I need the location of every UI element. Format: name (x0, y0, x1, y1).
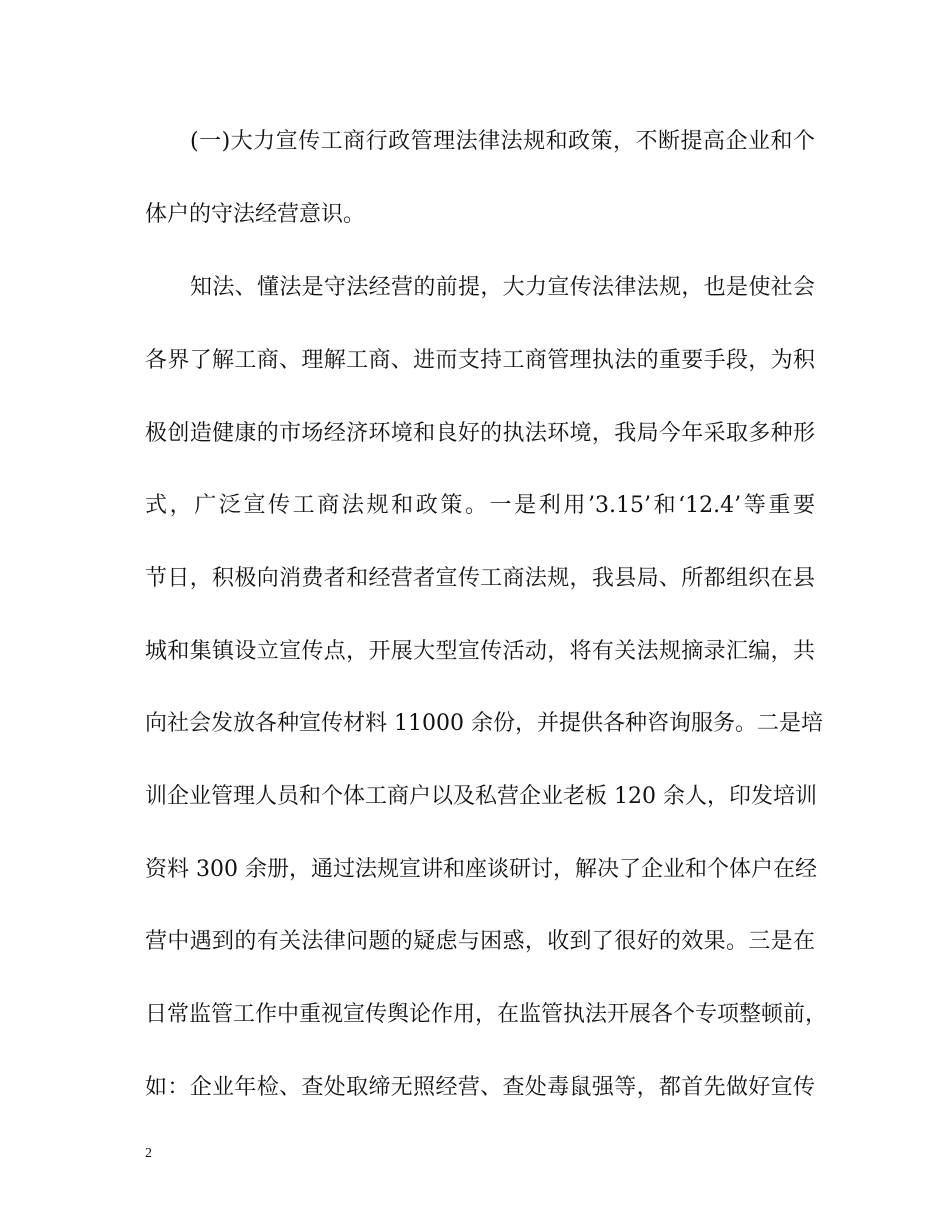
paragraph-line-7: 向社会发放各种宣传材料 11000 余份，并提供各种咨询服务。二是培 (145, 711, 823, 736)
paragraph-line-9: 资料 300 余册，通过法规宣讲和座谈研讨，解决了企业和个体户在经 (145, 857, 817, 882)
paragraph-line-8: 训企业管理人员和个体工商户以及私营企业老板 120 余人，印发培训 (145, 784, 817, 809)
paragraph-line-1: 知法、懂法是守法经营的前提，大力宣传法律法规，也是使社会 (190, 275, 815, 300)
heading-line-1: (一)大力宣传工商行政管理法律法规和政策，不断提高企业和个 (190, 129, 815, 154)
paragraph-line-12: 如：企业年检、查处取缔无照经营、查处毒鼠强等，都首先做好宣传 (145, 1075, 815, 1100)
paragraph-line-11: 日常监管工作中重视宣传舆论作用，在监管执法开展各个专项整顿前， (145, 1002, 828, 1027)
paragraph-line-3: 极创造健康的市场经济环境和良好的执法环境，我局今年采取多种形 (145, 421, 815, 446)
page-number: 2 (145, 1146, 152, 1161)
paragraph-line-10: 营中遇到的有关法律问题的疑虑与困惑，收到了很好的效果。三是在 (145, 929, 815, 954)
paragraph-line-5: 节日，积极向消费者和经营者宣传工商法规，我县局、所都组织在县 (145, 566, 815, 591)
heading-line-2: 体户的守法经营意识。 (145, 202, 366, 227)
paragraph-line-4: 式，广泛宣传工商法规和政策。一是利用’3.15’和‘12.4’等重要 (145, 493, 815, 518)
paragraph-line-6: 城和集镇设立宣传点，开展大型宣传活动，将有关法规摘录汇编，共 (145, 639, 815, 664)
paragraph-line-2: 各界了解工商、理解工商、进而支持工商管理执法的重要手段，为积 (145, 348, 815, 373)
